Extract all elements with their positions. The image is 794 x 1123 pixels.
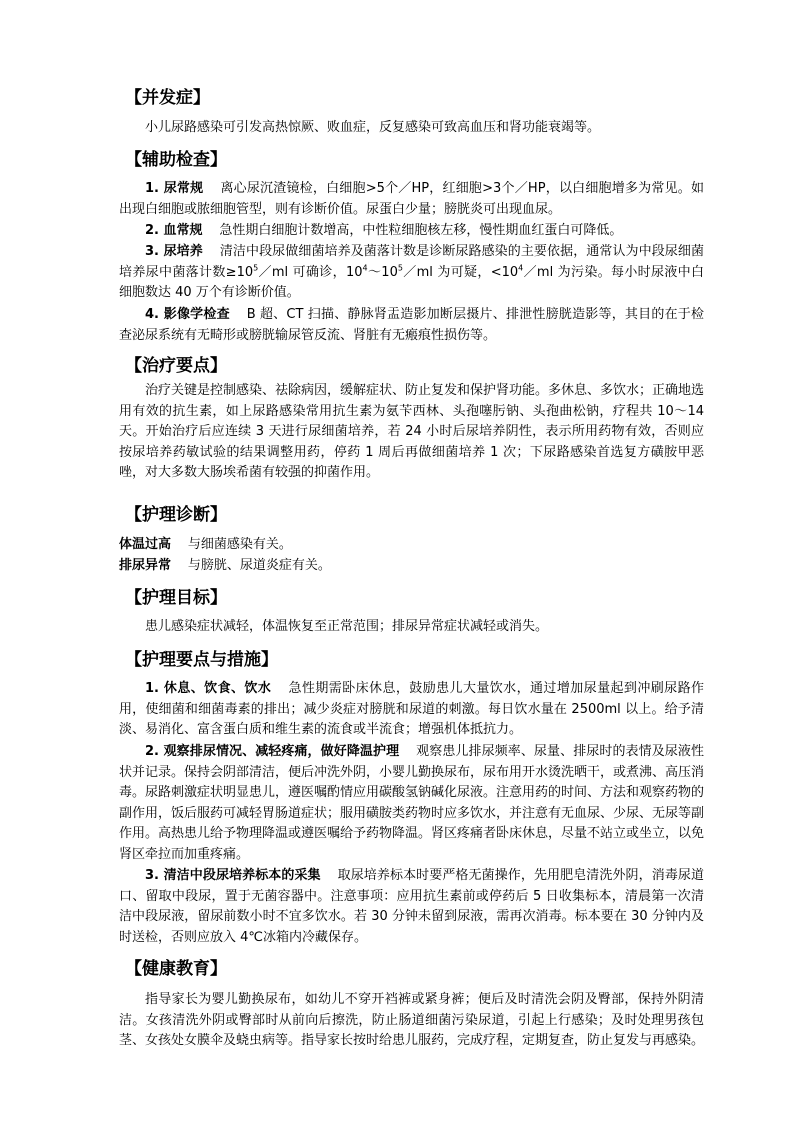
exam-item-text: ～10 — [367, 264, 398, 280]
exam-item-text: ／ml 为污染。每小时尿液中白细胞数达 40 万个有诊断价值。 — [119, 264, 705, 301]
diagnosis-item-lead: 体温过高 — [119, 537, 172, 552]
measure-item-text: 急性期需卧床休息，鼓励患儿大量饮水，通过增加尿量起到冲刷尿路作用，使细菌和细菌毒素的排出；减少炎症对膀胱和尿道的刺激。每日饮水量在 2500ml 以上。给予清淡、易消化、富含蛋白质和维生素的流食或半流食；增强机体抵抗力。 — [119, 681, 704, 738]
section-heading-goals: 【护理目标】 — [125, 588, 227, 608]
measure-item-lead: 2. 观察排尿情况、减轻疼痛，做好降温护理 — [145, 744, 400, 759]
exam-item-lead: 4. 影像学检查 — [145, 307, 230, 322]
section-heading-diagnosis: 【护理诊断】 — [125, 505, 227, 525]
education-text: 指导家长为婴儿勤换尿布，如幼儿不穿开裆裤或紧身裤；便后及时清洗会阴及臀部，保持外阴清洁。女孩清洗外阴或臀部时从前向后擦洗，防止肠道细菌污染尿道，引起上行感染；及时处理男孩包茎、女孩处女膜伞及蛲虫病等。指导家长按时给患儿服药，完成疗程，定期复查，防止复发与再感染。 — [119, 992, 705, 1049]
exam-item-urine-routine — [119, 179, 704, 220]
exam-item-imaging — [119, 305, 704, 346]
measure-item-text: 取尿培养标本时要严格无菌操作，先用肥皂清洗外阴，消毒尿道口、留取中段尿，置于无菌容器中。注意事项：应用抗生素前或停药后 5 日收集标本，清晨第一次清洁中段尿液，留尿前数小时不宜多饮水。若 30 分钟未留到尿液，需再次消毒。标本要在 30 分钟内及时送检，否则应放入 4℃冰箱内冷藏保存。 — [119, 868, 704, 945]
diagnosis-item-urination — [119, 556, 704, 577]
superscript: 4 — [518, 263, 524, 273]
exam-item-blood-routine — [119, 221, 704, 242]
diagnosis-item-text: 与膀胱、尿道炎症有关。 — [187, 558, 331, 573]
exam-item-lead: 1. 尿常规 — [145, 181, 204, 196]
measure-item-lead: 1. 休息、饮食、饮水 — [145, 681, 272, 696]
measure-item-specimen — [119, 866, 704, 948]
diagnosis-item-lead: 排尿异常 — [119, 558, 172, 573]
section-heading-education: 【健康教育】 — [125, 959, 227, 979]
section-heading-treatment: 【治疗要点】 — [125, 356, 227, 376]
superscript: 5 — [397, 263, 403, 273]
exam-item-text: ／ml 为可疑，<10 — [402, 264, 519, 280]
exam-item-text: 清洁中段尿做细菌培养及菌落计数是诊断尿路感染的主要依据，通常认为中段尿细菌培养尿中菌落计数≥10 — [119, 244, 704, 280]
treatment-text: 治疗关键是控制感染、祛除病因，缓解症状、防止复发和保护肾功能。多休息、多饮水；正确地选用有效的抗生素，如上尿路感染常用抗生素为氨苄西林、头孢噻肟钠、头孢曲松钠，疗程共 10～14 天。开始治疗后应连续 3 天进行尿细菌培养，若 24 小时后尿培养阴性，表示所用药物有效，否则应按尿培养药敏试验的结果调整用药，停药 1 周后再做细菌培养 1 次；下尿路感染首选复方磺胺甲恶唑，对大多数大肠埃希菌有较强的抑菌作用。 — [119, 383, 705, 481]
exam-item-urine-culture — [119, 242, 704, 304]
section-heading-complications: 【并发症】 — [125, 88, 210, 108]
complications-text: 小儿尿路感染可引发高热惊厥、败血症，反复感染可致高血压和肾功能衰竭等。 — [145, 120, 601, 135]
superscript: 5 — [253, 263, 259, 273]
exam-item-text: ／ml 可确诊，10 — [258, 264, 363, 280]
diagnosis-item-text: 与细菌感染有关。 — [187, 537, 292, 552]
exam-item-text: 急性期白细胞计数增高，中性粒细胞核左移，慢性期血红蛋白可降低。 — [219, 223, 623, 238]
measure-item-lead: 3. 清洁中段尿培养标本的采集 — [145, 868, 321, 883]
goals-text: 患儿感染症状减轻，体温恢复至正常范围；排尿异常症状减轻或消失。 — [145, 619, 549, 634]
section-heading-exams: 【辅助检查】 — [125, 150, 227, 170]
measure-item-rest — [119, 679, 704, 741]
exam-item-text: 离心尿沉渣镜检，白细胞>5个／HP，红细胞>3个／HP，以白细胞增多为常见。如出现白细胞或脓细胞管型，则有诊断价值。尿蛋白少量；膀胱炎可出现血尿。 — [119, 181, 704, 217]
exam-item-lead: 2. 血常规 — [145, 223, 203, 238]
section-heading-measures: 【护理要点与措施】 — [125, 650, 278, 670]
diagnosis-item-fever — [119, 535, 704, 556]
exam-item-text: B 超、CT 扫描、静脉肾盂造影加断层摄片、排泄性膀胱造影等，其目的在于检查泌尿系统有无畸形或膀胱输尿管反流、肾脏有无瘢痕性损伤等。 — [119, 307, 705, 343]
measure-item-text: 观察患儿排尿频率、尿量、排尿时的表情及尿液性状并记录。保持会阴部清洁，便后冲洗外阴，小婴儿勤换尿布，尿布用开水烫洗晒干，或煮沸、高压消毒。尿路刺激症状明显患儿，遵医嘱酌情应用碳酸氢钠碱化尿液。注意用药的时间、方法和观察药物的副作用，饭后服药可减轻胃肠道症状；服用磺胺类药物时应多饮水，并注意有无血尿、少尿、无尿等副作用。高热患儿给予物理降温或遵医嘱给予药物降温。肾区疼痛者卧床休息，尽量不站立或坐立，以免肾区牵拉而加重疼痛。 — [119, 744, 705, 862]
exam-item-lead: 3. 尿培养 — [145, 244, 203, 259]
measure-item-observe — [119, 742, 704, 866]
superscript: 4 — [362, 263, 368, 273]
